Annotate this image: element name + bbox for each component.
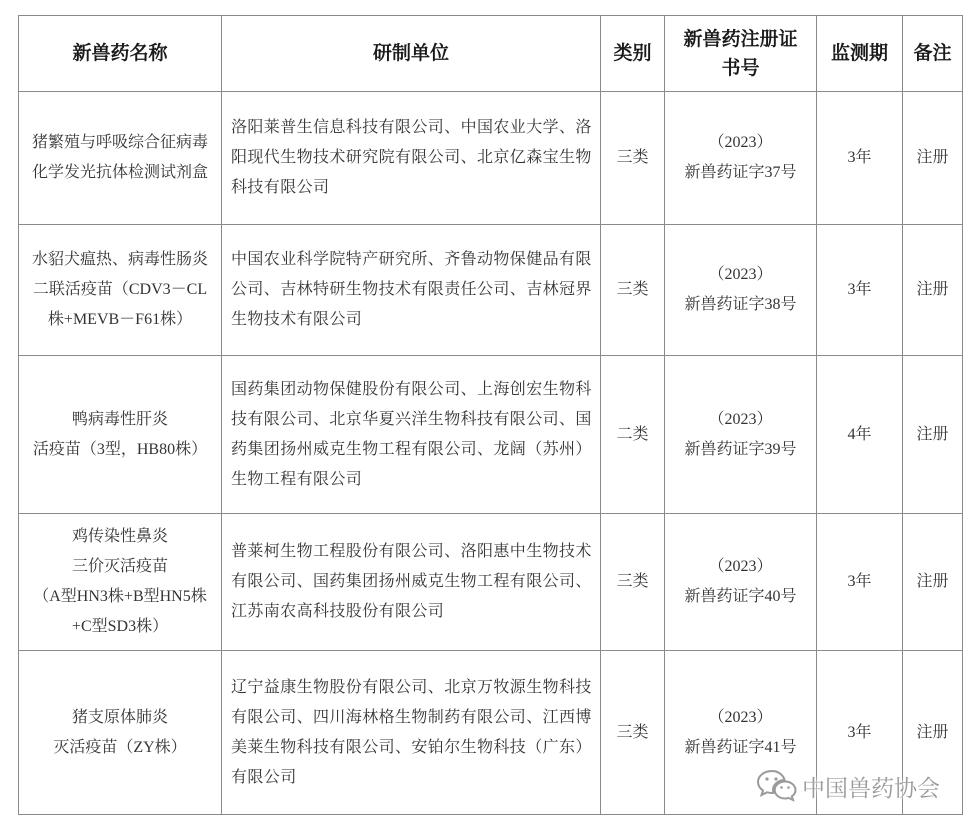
header-cert-line: 书号	[721, 57, 760, 79]
cell-category: 三类	[601, 651, 665, 815]
drug-name-line: +C型SD3株）	[71, 618, 169, 635]
drug-name-line: 活疫苗（3型，HB80株）	[32, 440, 208, 458]
cell-cert	[665, 356, 817, 514]
developer-line: 中国农业科学院特产研究所、齐鲁动物保健品有限	[231, 251, 592, 268]
cell-drug-name	[19, 651, 222, 815]
cell-cert	[665, 225, 817, 356]
header-category: 类别	[601, 16, 665, 92]
cell-category: 三类	[601, 514, 665, 651]
drug-name-line: （A型HN3株+B型HN5株	[33, 588, 207, 605]
developer-line: 药集团扬州威克生物工程有限公司、龙阔（苏州）	[231, 440, 592, 458]
cell-category: 三类	[601, 225, 665, 356]
developer-line: 江苏南农高科技股份有限公司	[231, 603, 445, 620]
drug-name-line: 猪支原体肺炎	[71, 708, 168, 726]
cell-category: 二类	[601, 356, 665, 514]
table-row	[19, 92, 963, 225]
cert-year: （2023）	[708, 266, 773, 283]
cell-period: 3年	[817, 651, 903, 815]
developer-line: 技有限公司、北京华夏兴洋生物科技有限公司、国	[231, 410, 592, 428]
cell-period: 3年	[817, 514, 903, 651]
table-row	[19, 225, 963, 356]
cell-remark: 注册	[903, 514, 963, 651]
developer-line: 美莱生物科技有限公司、安铂尔生物科技（广东）	[231, 738, 592, 756]
cert-year: （2023）	[708, 558, 773, 575]
wechat-icon	[756, 768, 798, 804]
cell-remark: 注册	[903, 225, 963, 356]
drug-name-line: 鸡传染性鼻炎	[71, 528, 168, 545]
cell-drug-name	[19, 356, 222, 514]
cert-number: 新兽药证字37号	[684, 164, 797, 181]
drug-name-line: 猪繁殖与呼吸综合征病毒	[31, 134, 208, 151]
drug-name-line: 三价灭活疫苗	[71, 558, 168, 575]
cell-drug-name	[19, 225, 222, 356]
cell-remark: 注册	[903, 651, 963, 815]
developer-line: 辽宁益康生物股份有限公司、北京万牧源生物科技	[231, 678, 592, 696]
table-header-row	[19, 16, 963, 92]
developer-line: 科技有限公司	[231, 179, 330, 196]
cell-drug-name	[19, 92, 222, 225]
cert-year: （2023）	[708, 134, 773, 151]
developer-line: 普莱柯生物工程股份有限公司、洛阳惠中生物技术	[231, 543, 592, 560]
developer-line: 公司、吉林特研生物技术有限责任公司、吉林冠界	[231, 281, 592, 298]
cell-remark: 注册	[903, 92, 963, 225]
drug-name-line: 二联活疫苗（CDV3－CL	[32, 281, 208, 298]
developer-line: 有限公司、国药集团扬州威克生物工程有限公司、	[231, 573, 592, 590]
cell-drug-name	[19, 514, 222, 651]
drug-name-line: 株+MEVB－F61株）	[47, 311, 193, 328]
cell-period: 4年	[817, 356, 903, 514]
cell-developer	[222, 514, 601, 651]
cell-developer	[222, 356, 601, 514]
developer-line: 洛阳莱普生信息科技有限公司、中国农业大学、洛	[231, 119, 592, 136]
cert-year: （2023）	[708, 410, 773, 428]
watermark-text: 中国兽药协会	[802, 775, 940, 802]
cell-cert	[665, 92, 817, 225]
cell-period: 3年	[817, 92, 903, 225]
drug-name-line: 水貂犬瘟热、病毒性肠炎	[31, 251, 208, 268]
cell-category: 三类	[601, 92, 665, 225]
cell-developer	[222, 651, 601, 815]
cell-period: 3年	[817, 225, 903, 356]
header-name: 新兽药名称	[19, 16, 222, 92]
watermark	[756, 768, 940, 804]
header-remark: 备注	[903, 16, 963, 92]
cell-remark: 注册	[903, 356, 963, 514]
developer-line: 生物技术有限公司	[231, 311, 363, 328]
drug-name-line: 灭活疫苗（ZY株）	[53, 738, 187, 756]
cert-year: （2023）	[708, 708, 773, 726]
table-row	[19, 514, 963, 651]
developer-line: 阳现代生物技术研究院有限公司、北京亿森宝生物	[231, 149, 592, 166]
cert-number: 新兽药证字38号	[684, 296, 797, 313]
cert-number: 新兽药证字41号	[684, 738, 797, 756]
table-row	[19, 356, 963, 514]
cell-developer	[222, 92, 601, 225]
drug-name-line: 鸭病毒性肝炎	[71, 410, 168, 428]
developer-line: 生物工程有限公司	[231, 470, 363, 488]
developer-line: 有限公司	[231, 768, 297, 786]
developer-line: 有限公司、四川海林格生物制药有限公司、江西博	[231, 708, 592, 726]
header-cert	[665, 16, 817, 92]
drug-name-line: 化学发光抗体检测试剂盒	[31, 164, 208, 181]
cell-cert	[665, 514, 817, 651]
drug-registration-table	[18, 15, 963, 815]
cert-number: 新兽药证字39号	[684, 440, 797, 458]
header-unit: 研制单位	[222, 16, 601, 92]
developer-line: 国药集团动物保健股份有限公司、上海创宏生物科	[231, 380, 592, 398]
cell-developer	[222, 225, 601, 356]
header-period: 监测期	[817, 16, 903, 92]
header-cert-line: 新兽药注册证	[683, 28, 798, 50]
cert-number: 新兽药证字40号	[684, 588, 797, 605]
